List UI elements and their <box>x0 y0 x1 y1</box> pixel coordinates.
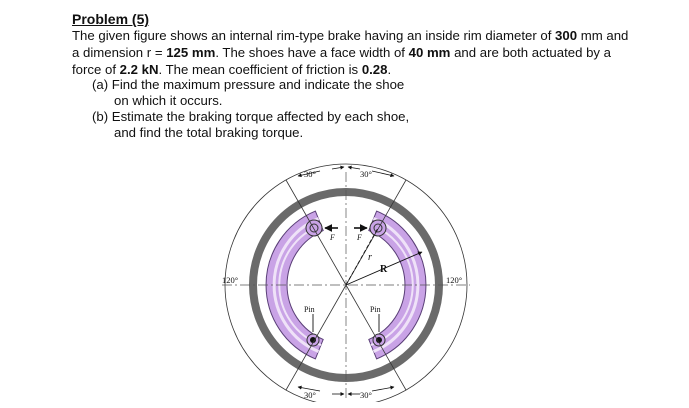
angle-label-top-right: 30° <box>360 169 372 179</box>
problem-title: Problem (5) <box>72 11 150 27</box>
text-segment: . The shoes have a face width of <box>215 45 409 60</box>
angle-arrow <box>332 167 344 169</box>
question-b <box>92 109 409 141</box>
question-b-line1: (b) Estimate the braking torque affected by each shoe, <box>92 109 410 124</box>
angle-label-bottom-left: 30° <box>304 390 316 400</box>
question-b-line2: and find the total braking torque. <box>114 125 304 140</box>
force-label-left: F <box>330 233 335 242</box>
angle-label-right: 120° <box>446 275 463 285</box>
brake-figure <box>200 162 500 402</box>
angle-arrow <box>372 387 394 391</box>
radius-label-r: r <box>368 252 372 263</box>
text-segment: mm and a dimension r = <box>72 28 629 60</box>
angle-arrow <box>348 167 360 169</box>
pin-label-right: Pin <box>370 305 381 314</box>
r-value: 125 mm <box>166 45 216 60</box>
radius-line-r <box>346 228 378 285</box>
text-segment: . <box>387 62 392 77</box>
force-value: 2.2 kN <box>119 62 159 77</box>
pin-label-left: Pin <box>304 305 315 314</box>
text-segment: The given figure shows an internal rim-type brake having an inside rim diameter of <box>72 28 556 43</box>
face-width-value: 40 mm <box>408 45 451 60</box>
question-a-line2: on which it occurs. <box>114 93 223 108</box>
question-a <box>92 77 404 109</box>
angle-label-top-left: 30° <box>304 169 316 179</box>
diameter-value: 300 <box>555 28 578 43</box>
angle-label-bottom-right: 30° <box>360 390 372 400</box>
force-label-right: F <box>357 233 362 242</box>
question-a-line1: (a) Find the maximum pressure and indicate the shoe <box>92 77 405 92</box>
angle-label-left: 120° <box>222 275 239 285</box>
text-segment: . The mean coefficient of friction is <box>158 62 362 77</box>
radius-label-R: R <box>380 264 388 275</box>
left-actuator <box>306 220 322 236</box>
friction-value: 0.28 <box>361 62 388 77</box>
angle-arrow <box>372 171 394 176</box>
problem-statement <box>72 27 632 78</box>
text-segment: and are both actuated by a force of <box>72 45 611 77</box>
